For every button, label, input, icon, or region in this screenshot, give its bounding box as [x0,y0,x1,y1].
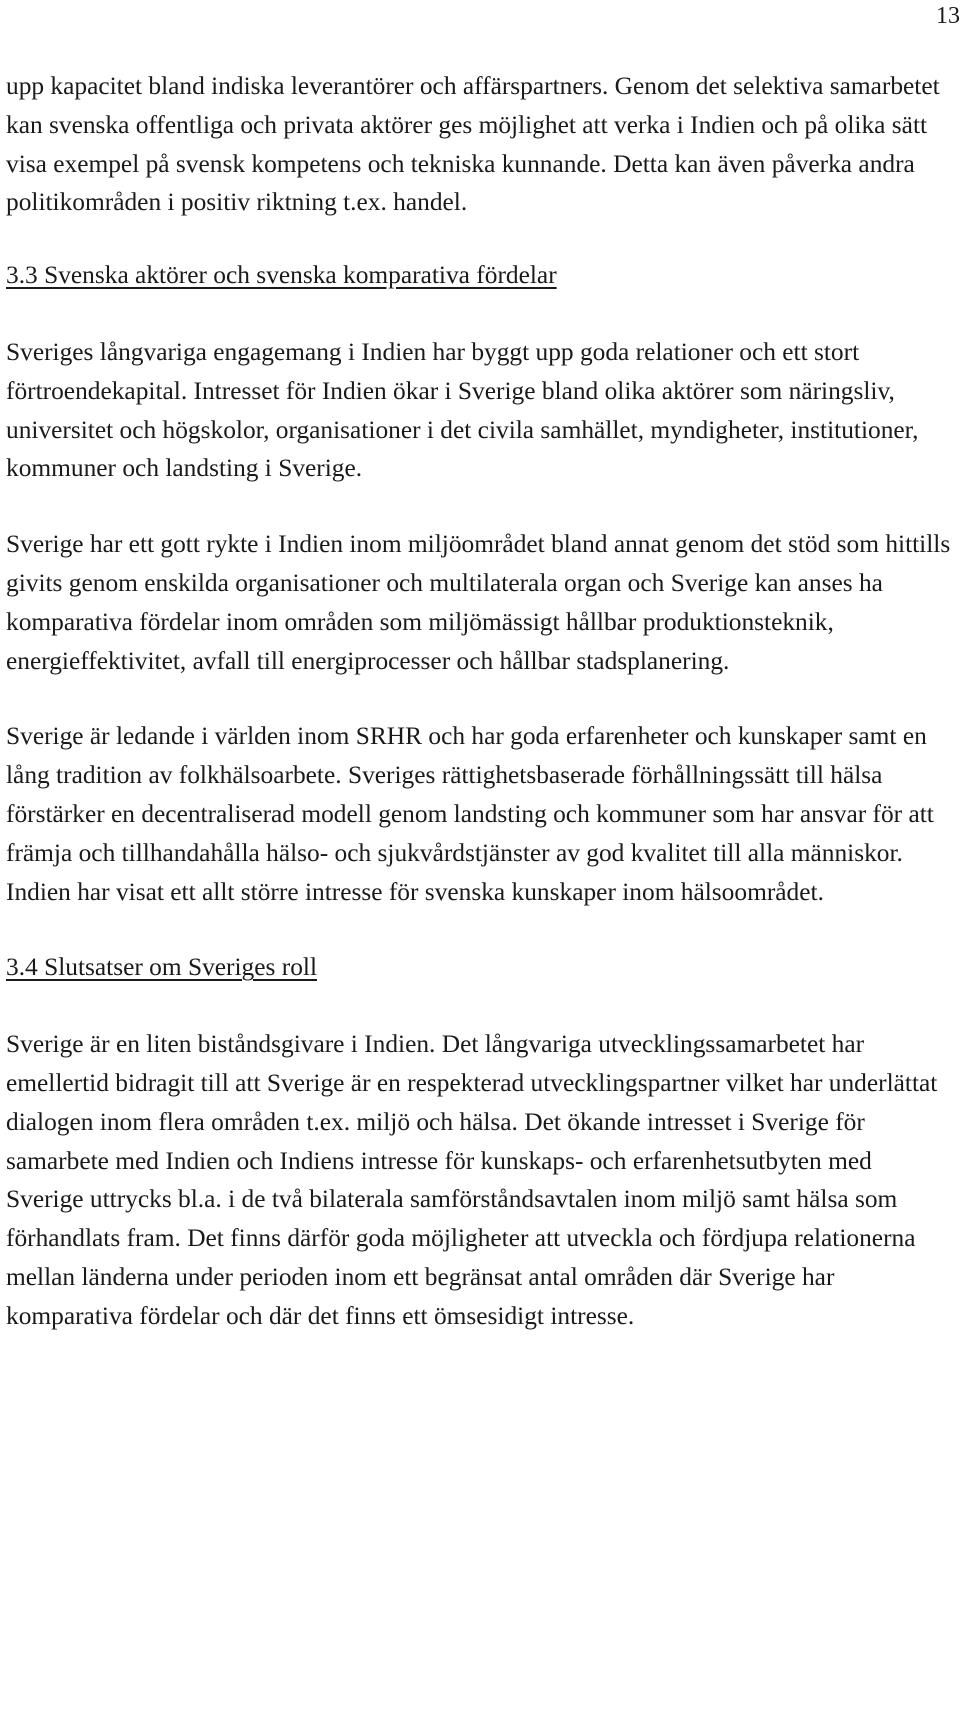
page-number: 13 [936,3,960,29]
section-heading-3-3-text: 3.3 Svenska aktörer och svenska komparativa fördelar [6,261,557,290]
section-3-3-paragraph-2: Sverige har ett gott rykte i Indien inom miljöområdet bland annat genom det stöd som hittills givits genom enskilda organisationer och multilaterala organ och Sverige kan anses ha komparativa fördelar inom områden som miljömässigt hållbar produktionsteknik, energieffektivitet, avfall till energiprocesser och hållbar stadsplanering. [6,530,951,675]
section-heading-3-4-text: 3.4 Slutsatser om Sveriges roll [6,953,318,982]
section-heading-3-4 [6,948,952,987]
section-3-4-paragraph-1: Sverige är en liten biståndsgivare i Indien. Det långvariga utvecklingssamarbetet har emellertid bidragit till att Sverige är en respekterad utvecklingspartner vilket har underlättat dialogen inom flera områden t.ex. miljö och hälsa. Det ökande intresset i Sverige för samarbete med Indien och Indiens intresse för kunskaps- och erfarenhetsutbyten med Sverige uttrycks bl.a. i de två bilaterala samförståndsavtalen inom miljö samt hälsa som förhandlats fram. Det finns därför goda möjligheter att utveckla och fördjupa relationerna mellan länderna under perioden inom ett begränsat antal områden där Sverige har komparativa fördelar och där det finns ett ömsesidigt intresse. [6,1030,938,1330]
section-heading-3-3 [6,256,952,295]
document-page [6,67,952,1336]
intro-paragraph: upp kapacitet bland indiska leverantörer och affärspartners. Genom det selektiva samarbetet kan svenska offentliga och privata aktörer ges möjlighet att verka i Indien och på olika sätt visa exempel på svensk kompetens och tekniska kunnande. Detta kan även påverka andra politikområden i positiv riktning t.ex. handel. [6,72,940,217]
section-3-3-paragraph-3: Sverige är ledande i världen inom SRHR och har goda erfarenheter och kunskaper samt en lång tradition av folkhälsoarbete. Sveriges rättighetsbaserade förhållningssätt till hälsa förstärker en decentraliserad modell genom landsting och kommuner som har ansvar för att främja och tillhandahålla hälso- och sjukvårdstjänster av god kvalitet till alla människor. Indien har visat ett allt större intresse för svenska kunskaper inom hälsoområdet. [6,722,934,906]
section-3-3-paragraph-1: Sveriges långvariga engagemang i Indien har byggt upp goda relationer och ett stort förtroendekapital. Intresset för Indien ökar i Sverige bland olika aktörer som näringsliv, universitet och högskolor, organisationer i det civila samhället, myndigheter, institutioner, kommuner och landsting i Sverige. [6,337,919,483]
